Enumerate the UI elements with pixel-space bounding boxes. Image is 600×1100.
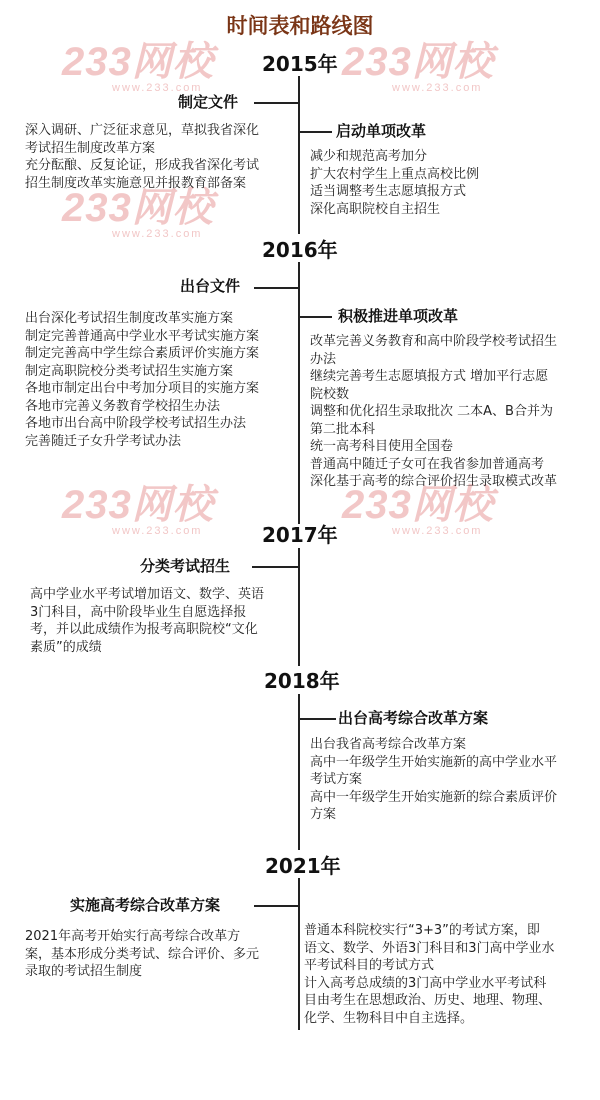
connector-line — [300, 131, 332, 133]
detail-line: 院校数 — [310, 386, 350, 402]
detail-line: 语文、数学、外语3门科目和3门高中学业水 — [304, 940, 555, 956]
connector-line — [254, 287, 298, 289]
detail-line: 高中学业水平考试增加语文、数学、英语 — [30, 587, 265, 602]
detail-line: 招生制度改革实施意见并报教育部备案 — [25, 175, 247, 191]
detail-line: 扩大农村学生上重点高校比例 — [310, 166, 480, 182]
timeline-line — [298, 76, 300, 234]
detail-line: 2021年高考开始实行高考综合改革方 — [25, 929, 241, 944]
detail-line: 高中一年级学生开始实施新的综合素质评价 — [310, 789, 558, 805]
connector-line — [252, 566, 298, 568]
watermark-subtext: www.233.com — [112, 525, 203, 537]
detail-line: 案，基本形成分类考试、综合评价、多元 — [25, 946, 260, 962]
detail-line: 普通高中随迁子女可在我省参加普通高考 — [310, 456, 545, 472]
watermark-subtext: www.233.com — [112, 82, 203, 94]
detail-line: 化学、生物科目中自主选择。 — [304, 1010, 474, 1026]
stage-heading: 制定文件 — [178, 93, 239, 111]
stage-heading: 启动单项改革 — [336, 122, 427, 140]
year-label-2018: 2018年 — [264, 669, 340, 693]
year-label-2021: 2021年 — [265, 854, 341, 878]
detail-line: 各地市制定出台中考加分项目的实施方案 — [25, 381, 260, 396]
detail-line: 计入高考总成绩的3门高中学业水平考试科 — [304, 975, 547, 991]
stage-detail-list — [25, 310, 295, 450]
detail-line: 改革完善义务教育和高中阶段学校考试招生 — [310, 334, 558, 349]
stage-detail-list — [310, 736, 596, 824]
detail-line: 第二批本科 — [310, 421, 376, 437]
stage-detail-list — [25, 928, 295, 981]
page-title: 时间表和路线图 — [226, 14, 374, 38]
detail-line: 出台我省高考综合改革方案 — [310, 737, 467, 752]
detail-line: 继续完善考生志愿填报方式 增加平行志愿 — [310, 369, 549, 384]
connector-line — [254, 102, 298, 104]
stage-heading: 实施高考综合改革方案 — [70, 896, 221, 914]
timeline-line — [298, 878, 300, 1030]
watermark-subtext: www.233.com — [392, 82, 483, 94]
detail-line: 深化基于高考的综合评价招生录取模式改革 — [310, 474, 558, 489]
detail-line: 考试方案 — [310, 772, 363, 787]
stage-detail-list — [304, 922, 596, 1027]
detail-line: 制定完善高中学生综合素质评价实施方案 — [25, 346, 260, 361]
watermark-logo — [342, 485, 494, 537]
stage-detail-list — [310, 333, 596, 491]
watermark-text: 233网校 — [62, 483, 214, 527]
detail-line: 制定完善普通高中学业水平考试实施方案 — [25, 328, 260, 344]
detail-line: 考，并以此成绩作为报考高职院校“文化 — [30, 622, 258, 637]
detail-line: 考试招生制度改革方案 — [25, 140, 156, 156]
detail-line: 调整和优化招生录取批次 二本A、B合并为 — [310, 404, 553, 419]
year-label-2015: 2015年 — [262, 52, 338, 76]
watermark-text: 233网校 — [62, 186, 214, 230]
watermark-text: 233网校 — [342, 483, 494, 527]
stage-detail-list — [25, 122, 295, 192]
watermark-text: 233网校 — [342, 40, 494, 84]
detail-line: 方案 — [310, 807, 337, 822]
detail-line: 各地市完善义务教育学校招生办法 — [25, 398, 221, 414]
detail-line: 完善随迁子女升学考试办法 — [25, 433, 182, 449]
detail-line: 减少和规范高考加分 — [310, 149, 428, 164]
detail-line: 出台深化考试招生制度改革实施方案 — [25, 311, 234, 326]
detail-line: 充分酝酿、反复论证，形成我省深化考试 — [25, 158, 260, 173]
detail-line: 素质”的成绩 — [30, 639, 102, 655]
detail-line: 统一高考科目使用全国卷 — [310, 439, 454, 454]
stage-heading: 出台文件 — [180, 277, 241, 295]
year-label-2016: 2016年 — [262, 238, 338, 262]
detail-line: 深化高职院校自主招生 — [310, 201, 441, 217]
detail-line: 深入调研、广泛征求意见，草拟我省深化 — [25, 123, 260, 138]
timeline-line — [298, 262, 300, 524]
watermark-subtext: www.233.com — [392, 525, 483, 537]
detail-line: 高中一年级学生开始实施新的高中学业水平 — [310, 754, 558, 770]
connector-line — [254, 905, 298, 907]
detail-line: 目由考生在思想政治、历史、地理、物理、 — [304, 993, 552, 1008]
connector-line — [300, 718, 336, 720]
detail-line: 录取的考试招生制度 — [25, 964, 143, 979]
watermark-text: 233网校 — [62, 40, 214, 84]
watermark-subtext: www.233.com — [112, 228, 203, 240]
watermark-logo — [62, 42, 214, 94]
stage-heading: 积极推进单项改革 — [338, 307, 459, 325]
timeline-line — [298, 548, 300, 666]
connector-line — [300, 316, 332, 318]
stage-detail-list — [30, 586, 296, 656]
detail-line: 适当调整考生志愿填报方式 — [310, 184, 467, 199]
watermark-logo — [342, 42, 494, 94]
detail-line: 平考试科目的考试方式 — [304, 958, 435, 973]
watermark-logo — [62, 188, 214, 240]
year-label-2017: 2017年 — [262, 523, 338, 547]
stage-detail-list — [310, 148, 595, 218]
stage-heading: 出台高考综合改革方案 — [338, 709, 489, 727]
detail-line: 办法 — [310, 351, 337, 367]
detail-line: 制定高职院校分类考试招生实施方案 — [25, 363, 234, 379]
detail-line: 普通本科院校实行“3+3”的考试方案，即 — [304, 923, 540, 938]
watermark-logo — [62, 485, 214, 537]
stage-heading: 分类考试招生 — [140, 557, 231, 575]
detail-line: 3门科目，高中阶段毕业生自愿选择报 — [30, 604, 247, 620]
detail-line: 各地市出台高中阶段学校考试招生办法 — [25, 416, 247, 431]
